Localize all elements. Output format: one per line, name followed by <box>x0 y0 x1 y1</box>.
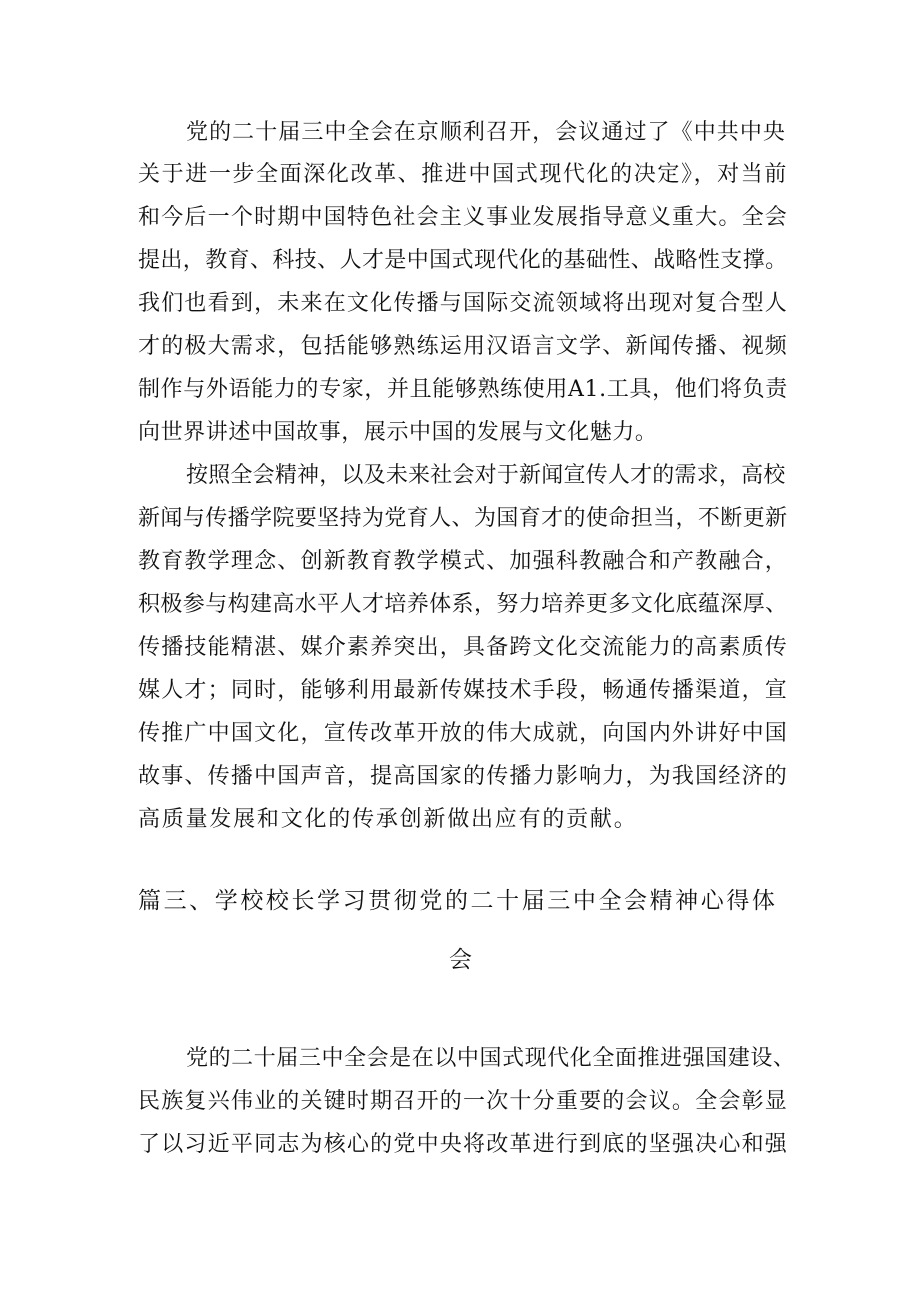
paragraph-line: 新闻与传播学院要坚持为党育人、为国育才的使命担当，不断更新 <box>138 506 788 531</box>
paragraph-line: 媒人才；同时，能够利用最新传媒技术手段，畅通传播渠道，宣 <box>138 678 789 703</box>
paragraph-line: 传播技能精湛、媒介素养突出，具备跨文化交流能力的高素质传 <box>138 635 789 660</box>
paragraph-line: 向世界讲述中国故事，展示中国的发展与文化魅力。 <box>138 420 658 445</box>
paragraph-line: 积极参与构建高水平人才培养体系，努力培养更多文化底蕴深厚、 <box>138 592 788 617</box>
paragraph-line: 民族复兴伟业的关键时期召开的一次十分重要的会议。全会彰显 <box>138 1089 789 1114</box>
paragraph-line: 我们也看到，未来在文化传播与国际交流领域将出现对复合型人 <box>138 291 789 316</box>
section-heading-line: 篇三、学校校长学习贯彻党的二十届三中全会精神心得体 <box>138 888 778 914</box>
paragraph-line: 制作与外语能力的专家，并且能够熟练使用A1.工具，他们将负责 <box>138 377 788 402</box>
paragraph-line: 和今后一个时期中国特色社会主义事业发展指导意义重大。全会 <box>138 205 789 230</box>
paragraph-line: 故事、传播中国声音，提高国家的传播力影响力，为我国经济的 <box>138 764 789 789</box>
paragraph-line: 关于进一步全面深化改革、推进中国式现代化的决定》，对当前 <box>138 162 789 187</box>
paragraph-line: 按照全会精神，以及未来社会对于新闻宣传人才的需求，高校 <box>186 463 786 488</box>
paragraph-line: 高质量发展和文化的传承创新做出应有的贡献。 <box>138 807 638 832</box>
paragraph-line: 传推广中国文化，宣传改革开放的伟大成就，向国内外讲好中国 <box>138 721 789 746</box>
paragraph-line: 党的二十届三中全会在京顺利召开，会议通过了《中共中央 <box>186 120 787 145</box>
paragraph-line: 了以习近平同志为核心的党中央将改革进行到底的坚强决心和强 <box>138 1132 789 1157</box>
paragraph-line: 才的极大需求，包括能够熟练运用汉语言文学、新闻传播、视频 <box>138 334 789 359</box>
paragraph-line: 教育教学理念、创新教育教学模式、加强科教融合和产教融合， <box>138 549 789 574</box>
paragraph-line: 党的二十届三中全会是在以中国式现代化全面推进强国建设、 <box>186 1046 796 1071</box>
section-heading-line: 会 <box>449 947 473 973</box>
paragraph-line: 提出，教育、科技、人才是中国式现代化的基础性、战略性支撑。 <box>138 248 788 273</box>
